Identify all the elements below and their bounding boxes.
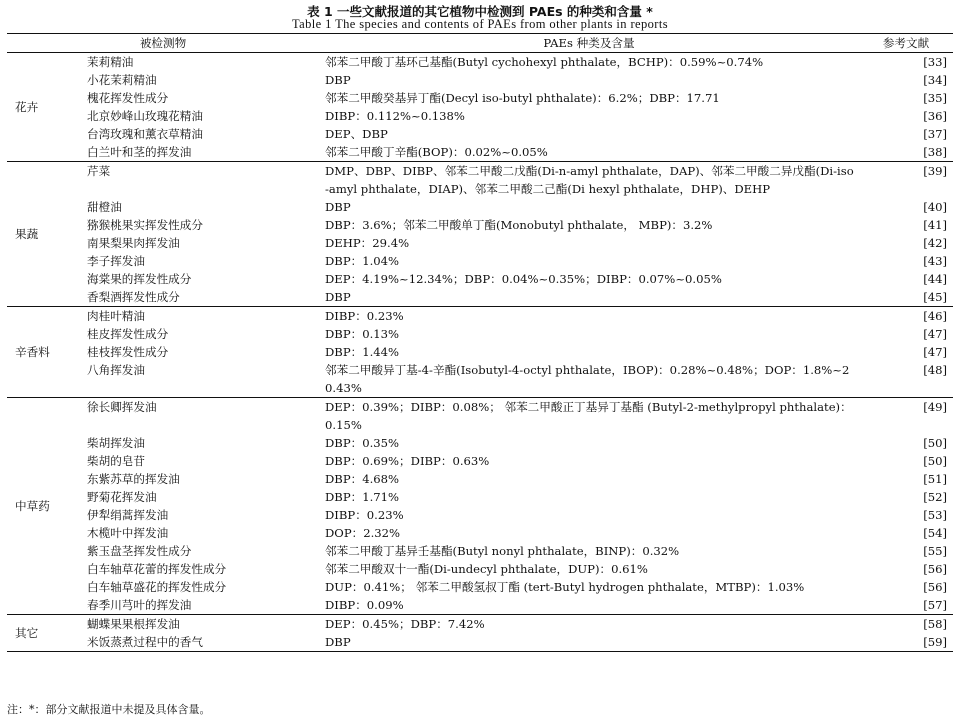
plant-cell: 台湾玫瑰和薰衣草精油 [87, 127, 203, 141]
ref-cell: [52] [923, 490, 948, 504]
category-cell: 中草药 [7, 398, 87, 615]
content-cell: DBP [319, 288, 859, 307]
ref-cell: [50] [923, 454, 948, 468]
table-row [7, 53, 953, 72]
ref-cell: [46] [923, 309, 948, 323]
content-cell: 邻苯二甲酸异丁基-4-辛酯(Isobutyl-4-octyl phthalate，IBOP)：0.28%~0.48%；DOP：1.8%~20.43% [319, 361, 859, 398]
plant-cell: 米饭蒸煮过程中的香气 [87, 633, 319, 652]
ref-cell: [39] [923, 164, 948, 178]
table-row [7, 89, 953, 107]
plant-cell: 白车轴草花蕾的挥发性成分 [87, 562, 227, 576]
plant-cell: 野菊花挥发油 [87, 490, 157, 504]
table-row [7, 270, 953, 288]
table-row [7, 361, 953, 398]
table-row [7, 343, 953, 361]
content-cell: DEP：0.45%；DBP：7.42% [325, 617, 485, 631]
plant-cell: 白兰叶和茎的挥发油 [87, 143, 319, 162]
ref-cell: [45] [859, 288, 953, 307]
plant-cell: 柴胡的皂苷 [87, 454, 145, 468]
ref-cell: [56] [923, 580, 948, 594]
table-note: 注：*：部分文献报道中未提及具体含量。 [7, 703, 211, 716]
table-row [7, 470, 953, 488]
plant-cell: 紫玉盘茎挥发性成分 [87, 544, 192, 558]
table-row [7, 198, 953, 216]
table-row [7, 578, 953, 596]
content-cell: DMP、DBP、DIBP、邻苯二甲酸二戊酯(Di-n-amyl phthalate，DAP)、邻苯二甲酸二异戊酯(Di-iso-amyl phthalate，DIAP)、邻苯二甲酸二己酯(Di hexyl phthalate，DHP)、DEHP [325, 164, 854, 196]
category-cell: 果蔬 [7, 162, 87, 307]
plant-cell: 八角挥发油 [87, 361, 319, 398]
pae-table [7, 33, 953, 652]
plant-cell: 徐长卿挥发油 [87, 400, 157, 414]
ref-cell: [55] [923, 544, 948, 558]
plant-cell: 木榄叶中挥发油 [87, 526, 169, 540]
header-plant: 被检测物 [7, 34, 319, 53]
table-row [7, 434, 953, 452]
plant-cell: 猕猴桃果实挥发性成分 [87, 218, 203, 232]
content-cell: DEP：0.39%；DIBP：0.08%； 邻苯二甲酸正丁基异丁基酯 (Butyl-2-methylpropyl phthalate)：0.15% [325, 400, 852, 432]
table-row [7, 560, 953, 578]
ref-cell: [35] [923, 91, 948, 105]
content-cell: 邻苯二甲酸癸基异丁酯(Decyl iso-butyl phthalate)：6.2%；DBP：17.71 [325, 91, 720, 105]
table-row [7, 615, 953, 634]
ref-cell: [50] [923, 436, 948, 450]
content-cell: 邻苯二甲酸丁辛酯(BOP)：0.02%~0.05% [319, 143, 859, 162]
plant-cell: 东紫苏草的挥发油 [87, 472, 180, 486]
content-cell: DBP：0.69%；DIBP：0.63% [325, 454, 490, 468]
ref-cell: [38] [859, 143, 953, 162]
ref-cell: [49] [923, 400, 948, 414]
table-row [7, 506, 953, 524]
header-content: PAEs 种类及含量 [319, 34, 859, 53]
table-row [7, 143, 953, 162]
content-cell: DBP：0.35% [325, 436, 400, 450]
table-row [7, 325, 953, 343]
table-title-cn: 表 1 一些文献报道的其它植物中检测到 PAEs 的种类和含量 * [307, 4, 653, 19]
plant-cell: 白车轴草盛花的挥发性成分 [87, 580, 227, 594]
plant-cell: 春季川芎叶的挥发油 [87, 596, 319, 615]
table-row [7, 398, 953, 435]
table-row [7, 524, 953, 542]
content-cell: DBP [325, 200, 351, 214]
content-cell: DBP [319, 633, 859, 652]
plant-cell: 肉桂叶精油 [87, 309, 145, 323]
ref-cell: [34] [923, 73, 948, 87]
content-cell: DIBP：0.23% [325, 508, 404, 522]
table-row [7, 234, 953, 252]
ref-cell: [59] [859, 633, 953, 652]
table-row [7, 452, 953, 470]
plant-cell: 北京妙峰山玫瑰花精油 [87, 109, 203, 123]
content-cell: DEP：4.19%~12.34%；DBP：0.04%~0.35%；DIBP：0.07%~0.05% [325, 272, 722, 286]
ref-cell: [40] [923, 200, 948, 214]
content-cell: DBP [325, 73, 351, 87]
ref-cell: [47] [923, 327, 948, 341]
content-cell: DIBP：0.112%~0.138% [325, 109, 465, 123]
ref-cell: [43] [923, 254, 948, 268]
content-cell: DBP：1.71% [325, 490, 400, 504]
ref-cell: [51] [923, 472, 948, 486]
ref-cell: [33] [923, 55, 948, 69]
ref-cell: [36] [923, 109, 948, 123]
content-cell: DBP：1.04% [325, 254, 400, 268]
plant-cell: 蝴蝶果果根挥发油 [87, 617, 180, 631]
plant-cell: 甜橙油 [87, 200, 122, 214]
table-row [7, 71, 953, 89]
table-row [7, 162, 953, 199]
ref-cell: [53] [923, 508, 948, 522]
ref-cell: [48] [859, 361, 953, 398]
content-cell: DIBP：0.23% [325, 309, 404, 323]
plant-cell: 李子挥发油 [87, 254, 145, 268]
table-body [7, 53, 953, 652]
content-cell: 邻苯二甲酸双十一酯(Di-undecyl phthalate，DUP)：0.61% [325, 562, 648, 576]
content-cell: DIBP：0.09% [319, 596, 859, 615]
table-title-en: Table 1 The species and contents of PAEs from other plants in reports [292, 17, 668, 31]
plant-cell: 伊犁绢蒿挥发油 [87, 508, 169, 522]
content-cell: 邻苯二甲酸丁基环己基酯(Butyl cychohexyl phthalate，BCHP)：0.59%~0.74% [325, 55, 764, 69]
content-cell: DEP、DBP [325, 127, 388, 141]
plant-cell: 海棠果的挥发性成分 [87, 272, 192, 286]
ref-cell: [37] [923, 127, 948, 141]
table-row [7, 216, 953, 234]
category-cell: 花卉 [7, 53, 87, 162]
plant-cell: 芹菜 [87, 164, 111, 178]
table-row [7, 107, 953, 125]
ref-cell: [56] [923, 562, 948, 576]
content-cell: 邻苯二甲酸丁基异壬基酯(Butyl nonyl phthalate，BINP)：0.32% [325, 544, 680, 558]
table-row [7, 307, 953, 326]
ref-cell: [57] [859, 596, 953, 615]
table-row [7, 125, 953, 143]
table-row [7, 252, 953, 270]
content-cell: DOP：2.32% [325, 526, 401, 540]
content-cell: DUP：0.41%； 邻苯二甲酸氢叔丁酯 (tert-Butyl hydrogen phthalate，MTBP)：1.03% [325, 580, 805, 594]
plant-cell: 小花茉莉精油 [87, 73, 157, 87]
plant-cell: 桂皮挥发性成分 [87, 327, 169, 341]
ref-cell: [42] [923, 236, 948, 250]
content-cell: DBP：4.68% [325, 472, 400, 486]
ref-cell: [54] [923, 526, 948, 540]
table-row [7, 488, 953, 506]
category-cell: 其它 [7, 615, 87, 652]
plant-cell: 茉莉精油 [87, 55, 134, 69]
content-cell: DBP：3.6%；邻苯二甲酸单丁酯(Monobutyl phthalate， MBP)：3.2% [325, 218, 713, 232]
category-cell: 辛香料 [7, 307, 87, 398]
table-row [7, 633, 953, 652]
ref-cell: [58] [923, 617, 948, 631]
table-row [7, 596, 953, 615]
content-cell: DEHP：29.4% [325, 236, 410, 250]
plant-cell: 南果梨果肉挥发油 [87, 236, 180, 250]
ref-cell: [47] [923, 345, 948, 359]
ref-cell: [41] [923, 218, 948, 232]
ref-cell: [44] [923, 272, 948, 286]
header-row [7, 34, 953, 53]
table-row [7, 542, 953, 560]
header-ref: 参考文献 [859, 34, 953, 53]
plant-cell: 槐花挥发性成分 [87, 91, 169, 105]
table-row [7, 288, 953, 307]
content-cell: DBP：0.13% [325, 327, 400, 341]
content-cell: DBP：1.44% [325, 345, 400, 359]
plant-cell: 香梨酒挥发性成分 [87, 288, 319, 307]
plant-cell: 柴胡挥发油 [87, 436, 145, 450]
plant-cell: 桂枝挥发性成分 [87, 345, 169, 359]
